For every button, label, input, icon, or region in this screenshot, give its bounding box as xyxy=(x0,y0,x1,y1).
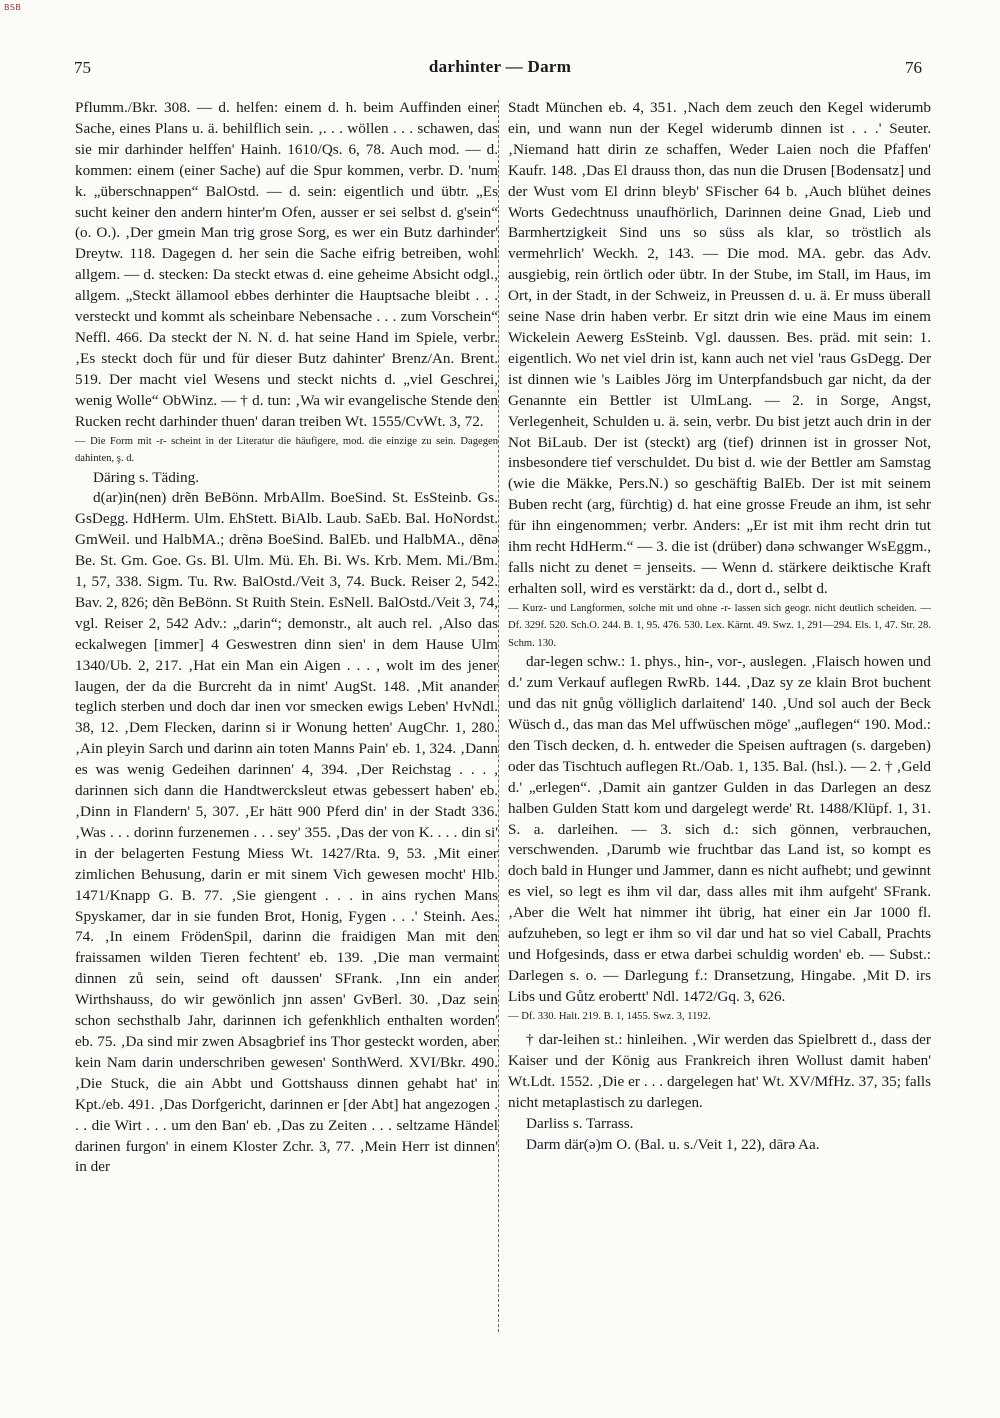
entry-darinnen: d(ar)in(nen) drẽn BeBönn. MrbAllm. BoeSind. St. EsSteinb. Gs. GsDegg. HdHerm. Ulm. EhStett. BiAlb. Laub. SaEb. Bal. HoNordst. GmWeil. und HalbMA.; drẽnə BoeSind. BalEb. und HalbMA., dẽnə Be. St. Gm. Goe. Gs. Bl. Ulm. Mü. Eh. Bi. Ws. Krb. Mem. Mi./Bm. 1, 57, 338. Sigm. Tu. Rw. BalOstd./Veit 3, 74. Buck. Reiser 2, 542. Bav. 2, 826; dẽn BeBönn. St Ruith Stein. EsNell. BalOstd./Veit 3, 74, vgl. Reiser 2, 542 Adv.: „darin“; demonstr., alt auch rel. ‚Also das eckalwegen [immer] 4 Geswestren dinn sien' in dem Hause Ulm 1340/Ub. 2, 217. ‚Hat ein Man ein Aigen . . . , wolt im des jener laugen, der da die Burcreht da in nimt' AugSt. 148. ‚Mit anander teglich sterben und doch dar inen vor smecken ewigs Leben' HvNdl. 38, 12. ‚Dem Flecken, darinn si ir Wonung hetten' AugChr. 1, 280. ‚Ain pleyin Sarch und darinn ain toten Manns Pain' eb. 1, 324. ‚Dann es was wenig Gedeihen darinnen' 4, 394. ‚Der Reichstag . . . , darinnen sich dann die Handtwercksleut etwas gebessert haben' eb. ‚Dinn in Flandern' 5, 307. ‚Er hätt 900 Pferd din' in der Stadt 336. ‚Was . . . dorinn furzenemen . . . sey' 355. ‚Das der von K. . . . din si' in der belagerten Festung Miess Wt. 1427/Rta. 9, 53. ‚Mit einer zimlichen Behusung, darin er mit sinem Vich gewesen mocht' Hlb. 1471/Knapp G. B. 77. ‚Sie giengent . . . in ains rychen Mans Spyskamer, dar in sie funden Brot, Honig, Fygen . . .' Steinh. Aes. 74. ‚In einem FrödenSpil, darinn die fraidigen Man mit den fraissamen wilden Tieren fechtent' eb. 139. ‚Die man vermaint dinnen zů sein, seind oft daussen' SFrank. ‚Inn ein ander Wirthshauss, do wir gewönlich jnn assen' GvBerl. 30. ‚Daz sein schon sechsthalb Jahr, darinnen ich gefenkhlich enthalten worden' eb. 75. ‚Da sind mir zwen Absagbrief ins Thor gesteckt worden, aber kein Nam darin underschriben gewesen' SonthWerd. XVI/Bkr. 490. ‚Die Stuck, die ain Abbt und Gottshauss dinnen gehabt hat' in Kpt./eb. 491. ‚Das Dorfgericht, darinnen er [der Abt] hat angezogen . . . die Wirt . . . um den Ban' eb. ‚Das zu Zeiten . . . seltzame Händel darinen furgon' in einem Kloster Zchr. 3, 77. ‚Mein Herr ist dinnen' in der xyxy=(75,489,498,1176)
running-head: darhinter — Darm xyxy=(428,57,572,76)
page-number-left: 75 xyxy=(74,58,91,77)
entry-darlegen: dar-legen schw.: 1. phys., hin-, vor-, auslegen. ‚Flaisch howen und d.' zum Verkauf auflegen RwRb. 144. ‚Daz sy ze klain Brot buchent und das nit gnůg völliglich darlaitend' 140. ‚Und sol auch der Beck Wüsch d., das man das Mel uffwüschen möge' „auflegen“ 190. Mod.: den Tisch decken, d. h. entweder die Speisen auftragen (s. dargeben) oder das Tischtuch auflegen Rt./Oab. 1, 135. Bal. (hsl.). — 2. † ‚Geld d.' „erlegen“. ‚Damit ain gantzer Gulden in das Darlegen an desz halben Gulden Statt kom und dargelegt werde' Rt. 1488/Klüpf. 1, 31. S. a. darleihen. — 3. sich d.: sich gönnen, verbrauchen, verschwenden. ‚Darumb wie fruchtbar das Land ist, so kompt es doch bald in Hunger und Jammer, dann es nicht aufhebt; und gewinnt es viel, so legt es ihm vil dar, dass alles mit ihm aufgeht' SFrank. ‚Aber die Welt hat nimmer iht übrig, hat einer ein Jar 1000 fl. aufzuheben, so legt er ihm so vil dar und hat so viel Caball, Prachts und Hofgesinds, dass er etwa darbei schuldig worden' eb. — Subst.: Darlegen s. o. — Darlegung f.: Dransetzung, Hingabe. ‚Mit D. irs Libs und Gůtz erobertt' Ndl. 1472/Gq. 3, 626. xyxy=(508,653,931,1005)
entry-daering: Däring s. Täding. xyxy=(93,468,200,486)
right-column xyxy=(508,98,931,1156)
entry-body-darhinter: Pflumm./Bkr. 308. — d. helfen: einem d. h. beim Auffinden einer Sache, eines Plans u. ä. behilflich sein. ‚. . . wöllen . . . schawen, das sie mir darhinder helffen' Hainh. 1610/Qs. 6, 78. Auch mod. — d. kommen: einem (einer Sache) auf die Spur kommen, verbr. D. 'num k. „überschnappen“ BalOstd. — d. sein: eigentlich und übtr. „Es sucht keiner den andern hinter'm Ofen, ausser er sei selbst d. g'sein“ (o. O.). ‚Der gmein Man trig grose Sorg, es wer ein Butz darhinder' Dreytw. 118. Dagegen d. her sein die Sache eifrig betreiben, wohl allgem. — d. stecken: Da steckt etwas d. eine geheime Absicht odgl., allgem. „Steckt ällamool ebbes derhinter die Hauptsache bleibt . . . versteckt und kommt als scheinbare Nebensache . . . zum Vorschein“ Neffl. 466. Da steckt der N. N. d. hat seine Hand im Spiele, verbr. ‚Es steckt doch für und für dieser Butz dahinter' Brenz/An. Brent. 519. Der macht viel Wesens und steckt nichts d. „viel Geschrei, wenig Wolle“ ObWinz. — † d. tun: ‚Wa wir evangelische Stende den Rucken recht darhinder thuen' daran treiben Wt. 1555/CvWt. 3, 72. xyxy=(75,99,498,430)
entry-footnote-darhinter: — Die Form mit -r- scheint in der Literatur die häufigere, mod. die einzige zu sein. Dagegen dahinten, ş. d. xyxy=(75,435,498,464)
entry-footnote-darlegen: — Df. 330. Halt. 219. B. 1, 1455. Swz. 3, 1192. xyxy=(508,1010,711,1022)
entry-darleihen: † dar-leihen st.: hinleihen. ‚Wir werden das Spielbrett d., dass der Kaiser und der König aus Frankreich ihren Wollust damit haben' Wt.Ldt. 1552. ‚Die er . . . dargelegen hat' Wt. XV/MfHz. 37, 35; falls nicht metaplastisch zu darlegen. xyxy=(508,1031,931,1111)
entry-darm: Darm där(ə)m O. (Bal. u. s./Veit 1, 22), dārə Aa. xyxy=(526,1135,820,1153)
column-divider xyxy=(498,100,499,1332)
entry-darliss: Darliss s. Tarrass. xyxy=(526,1114,634,1132)
library-watermark: BSB xyxy=(4,3,22,12)
page-number-right: 76 xyxy=(905,58,922,77)
entry-footnote-darinnen: — Kurz- und Langformen, solche mit und ohne -r- lassen sich geogr. nicht deutlich scheiden. — Df. 329f. 520. Sch.O. 244. B. 1, 95. 476. 530. Lex. Kärnt. 49. Swz. 1, 291—294. Els. 1, 47. Str. 28. Schm. 130. xyxy=(508,602,931,649)
left-column xyxy=(75,98,498,1178)
entry-body-darinnen-cont: Stadt München eb. 4, 351. ‚Nach dem zeuch den Kegel widerumb ein, und wann nun der Kegel widerumb dinnen ist . . .' Seuter. ‚Niemand hatt dirin ze schaffen, Weder Laien noch die Pfaffen' Kaufr. 148. ‚Das El drauss thon, das nun die Drusen [Bodensatz] und der Wust vom El drinn bleyb' SFischer 64 b. ‚Auch blühet deines Worts Gedechtnuss unaufhörlich, Darinnen deine Gnad, Lieb und Barmhertzigkeit Sind uns so süss als klar, so tröstlich als vermehrlich' Weckh. 2, 143. — Die mod. MA. gebr. das Adv. ausgiebig, rein örtlich oder übtr. In der Stube, im Stall, im Haus, im Ort, in der Stadt, in der Schweiz, in Preussen d. u. ä. Er muss überall seine Nase drin haben verbr. Er sitzt drin wie eine Maus im einem Wickelein Aewerg EsSteinb. Vgl. daussen. Bes. präd. mit sein: 1. eigentlich. Wo net viel drin ist, kann auch net viel 'raus GsDegg. Der ist dinnen wie 's Laibles Jörg im Unterpfandsbuch gar nicht, da der Genannte ein Bettler ist UlmLang. — 2. in Sorge, Angst, Verlegenheit, Schulden u. ä. sein, verbr. Du bist jetzt auch drin in der Not BiLaub. Der ist (steckt) arg (tief) drinnen ist in grosser Not, insbesondere tief verschuldet. Du bist d. wie der Bettler am Samstag (wie die Mäkke, Pers.N.) so geschäftig BalEb. Der ist mit seinem Buben recht (arg, fürchtig) d. hat eine grosse Freude an ihm, ist sehr für ihn eingenommen; verbr. Anders: „Er ist mit ihm recht drin tut ihm recht HdHerm.“ — 3. die ist (drüber) dənə schwanger WsEggm., falls nicht zu denet = jenseits. — Wenn d. stärkere deiktische Kraft erhalten soll, wird es verstärkt: da d., dort d., selbt d. xyxy=(508,99,931,597)
